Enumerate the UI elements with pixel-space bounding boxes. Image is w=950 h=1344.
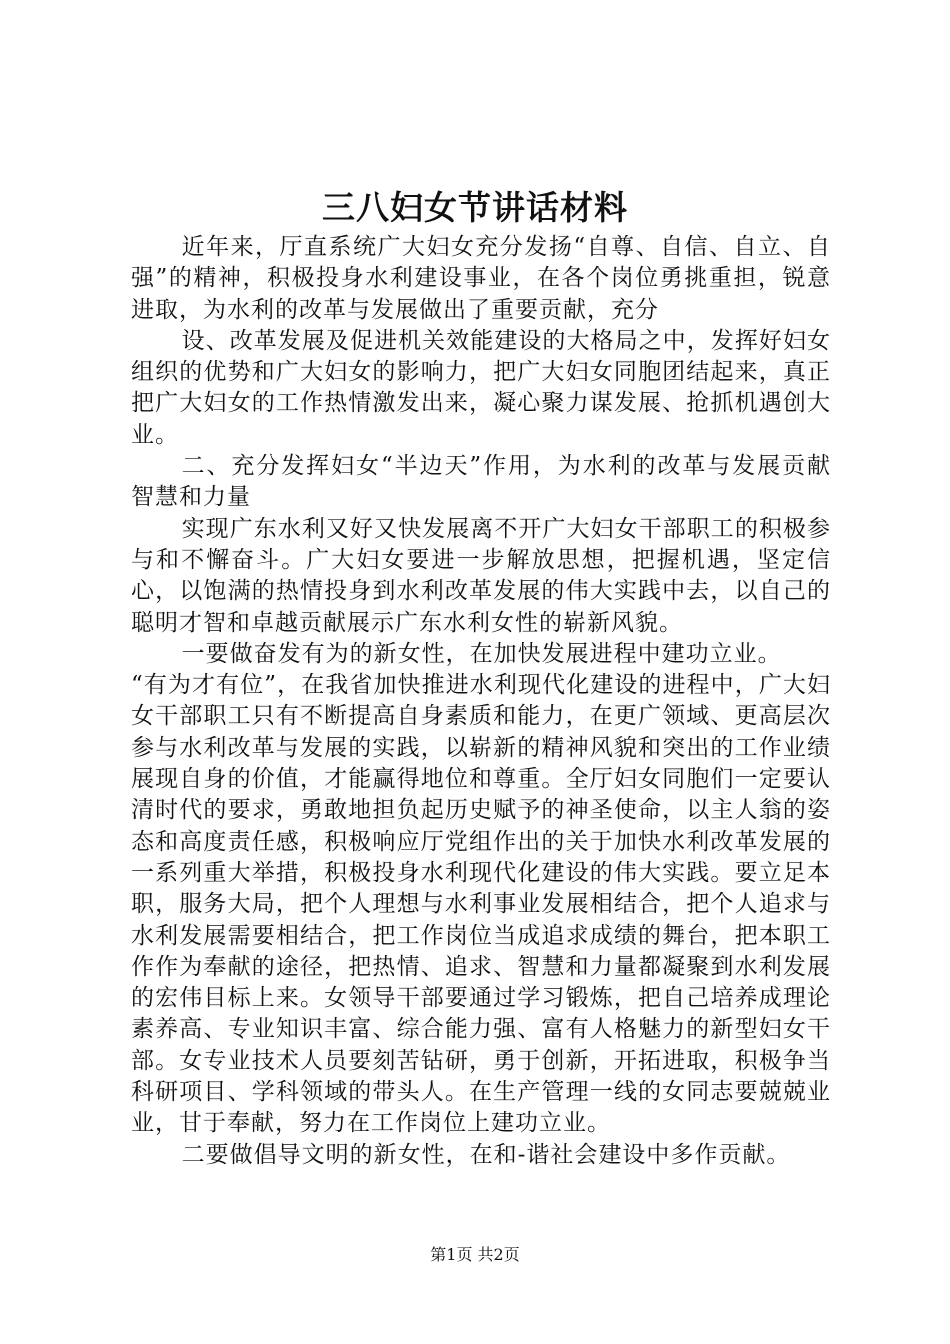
paragraph-section-2: 实现广东水利又好又快发展离不开广大妇女干部职工的积极参与和不懈奋斗。广大妇女要进一步解放思想，把握机遇，坚定信心，以饱满的热情投身到水利改革发展的伟大实践中去，以自己的聪明才智和卓越贡献展示广东水利女性的崭新风貌。 xyxy=(131,515,831,636)
paragraph-continuation: 设、改革发展及促进机关效能建设的大格局之中，发挥好妇女组织的优势和广大妇女的影响力，把广大妇女同胞团结起来，真正把广大妇女的工作热情激发出来，凝心聚力谋发展、抢抓机遇创大业。 xyxy=(131,327,831,448)
paragraph-intro: 近年来，厅直系统广大妇女充分发扬“自尊、自信、自立、自强”的精神，积极投身水利建设事业，在各个岗位勇挑重担，锐意进取，为水利的改革与发展做出了重要贡献，充分 xyxy=(131,234,831,323)
paragraph-point-1: “有为才有位”，在我省加快推进水利现代化建设的进程中，广大妇女干部职工只有不断提高自身素质和能力，在更广领域、更高层次参与水利改革与发展的实践，以崭新的精神风貌和突出的工作业绩展现自身的价值，才能赢得地位和尊重。全厅妇女同胞们一定要认清时代的要求，勇敢地担负起历史赋予的神圣使命，以主人翁的姿态和高度责任感，积极响应厅党组作出的关于加快水利改革发展的一系列重大举措，积极投身水利现代化建设的伟大实践。要立足本职，服务大局，把个人理想与水利事业发展相结合，把个人追求与水利发展需要相结合，把工作岗位当成追求成绩的舞台，把本职工作作为奉献的途径，把热情、追求、智慧和力量都凝聚到水利发展的宏伟目标上来。女领导干部要通过学习锻炼，把自己培养成理论素养高、专业知识丰富、综合能力强、富有人格魅力的新型妇女干部。女专业技术人员要刻苦钻研，勇于创新，开拓进取，积极争当科研项目、学科领域的带头人。在生产管理一线的女同志要兢兢业业，甘于奉献，努力在工作岗位上建功立业。 xyxy=(131,672,831,1137)
page-footer: 第1页 共2页 xyxy=(430,1245,520,1264)
document-body xyxy=(131,232,831,1171)
point-heading-2: 二要做倡导文明的新女性，在和-谐社会建设中多作贡献。 xyxy=(181,1141,791,1168)
point-heading-1: 一要做奋发有为的新女性，在加快发展进程中建功立业。 xyxy=(181,640,782,667)
section-heading-2: 二、充分发挥妇女“半边天”作用，为水利的改革与发展贡献智慧和力量 xyxy=(131,453,831,511)
document-title: 三八妇女节讲话材料 xyxy=(322,188,628,227)
